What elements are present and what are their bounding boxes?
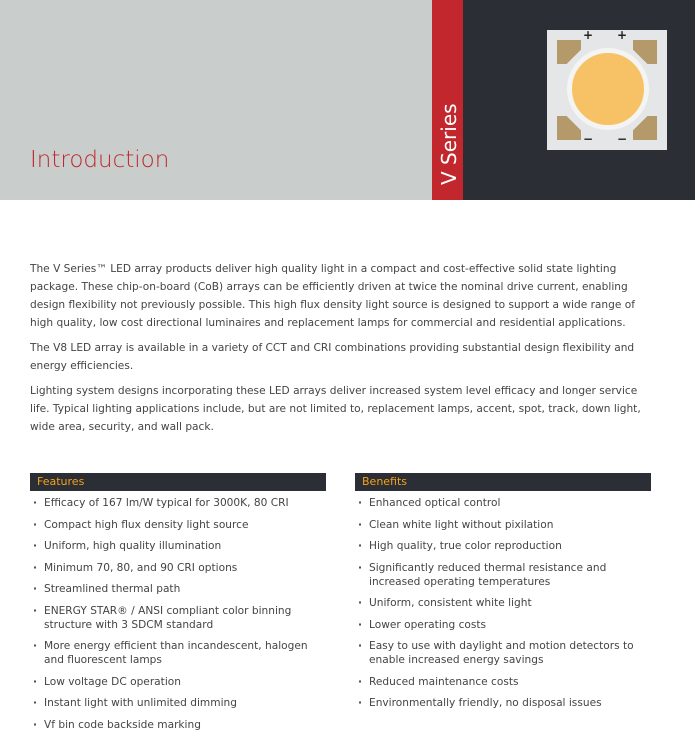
features-section (30, 473, 326, 732)
benefits-section (355, 473, 651, 718)
plus-sign: + (617, 28, 628, 42)
feature-item: · Streamlined thermal path (30, 582, 326, 596)
benefit-item: · Environmentally friendly, no disposal issues (355, 696, 651, 710)
plus-sign: + (583, 28, 594, 42)
intro-paragraph: The V8 LED array is available in a variety of CCT and CRI combinations providing substantial design flexibility and energy efficiencies. (30, 342, 635, 372)
features-heading: Features (30, 473, 326, 491)
benefit-item: · High quality, true color reproduction (355, 539, 651, 553)
intro-text (30, 260, 660, 443)
page-title: Introduction (30, 147, 170, 173)
feature-item: · Compact high flux density light source (30, 518, 326, 532)
led-emitter (567, 48, 649, 130)
benefit-item: · Reduced maintenance costs (355, 675, 651, 689)
minus-sign: − (617, 132, 628, 146)
benefit-item: · Lower operating costs (355, 618, 651, 632)
benefit-item: · Uniform, consistent white light (355, 596, 651, 610)
benefit-item: · Significantly reduced thermal resistance and increased operating temperatures (355, 561, 651, 589)
benefit-item: · Clean white light without pixilation (355, 518, 651, 532)
feature-item: · Efficacy of 167 lm/W typical for 3000K, 80 CRI (30, 496, 326, 510)
benefit-item: · Easy to use with daylight and motion detectors to enable increased energy savings (355, 639, 651, 667)
benefit-item: · Enhanced optical control (355, 496, 651, 510)
feature-item: · Instant light with unlimited dimming (30, 696, 326, 710)
feature-item: · Uniform, high quality illumination (30, 539, 326, 553)
led-chip-image (547, 30, 667, 150)
feature-item: · Vf bin code backside marking (30, 718, 326, 732)
minus-sign: − (583, 132, 594, 146)
feature-item: · Low voltage DC operation (30, 675, 326, 689)
intro-paragraph: Lighting system designs incorporating these LED arrays deliver increased system level efficacy and longer service life. Typical lighting applications include, but are not limited to, replacement lamps, accent, spot, track, down light, wide area, security, and wall pack. (30, 385, 641, 433)
feature-item: · Minimum 70, 80, and 90 CRI options (30, 561, 326, 575)
series-label: V Series (437, 103, 461, 185)
intro-paragraph: The V Series™ LED array products deliver high quality light in a compact and cost-effective solid state lighting package. These chip-on-board (CoB) arrays can be efficiently driven at twice the nominal drive current, enabling design flexibility not previously possible. This high flux density light source is designed to support a wide range of high quality, low cost directional luminaires and replacement lamps for commercial and residential applications. (30, 263, 635, 329)
feature-item: · More energy efficient than incandescent, halogen and fluorescent lamps (30, 639, 326, 667)
feature-item: · ENERGY STAR® / ANSI compliant color binning structure with 3 SDCM standard (30, 604, 326, 632)
benefits-heading: Benefits (355, 473, 651, 491)
